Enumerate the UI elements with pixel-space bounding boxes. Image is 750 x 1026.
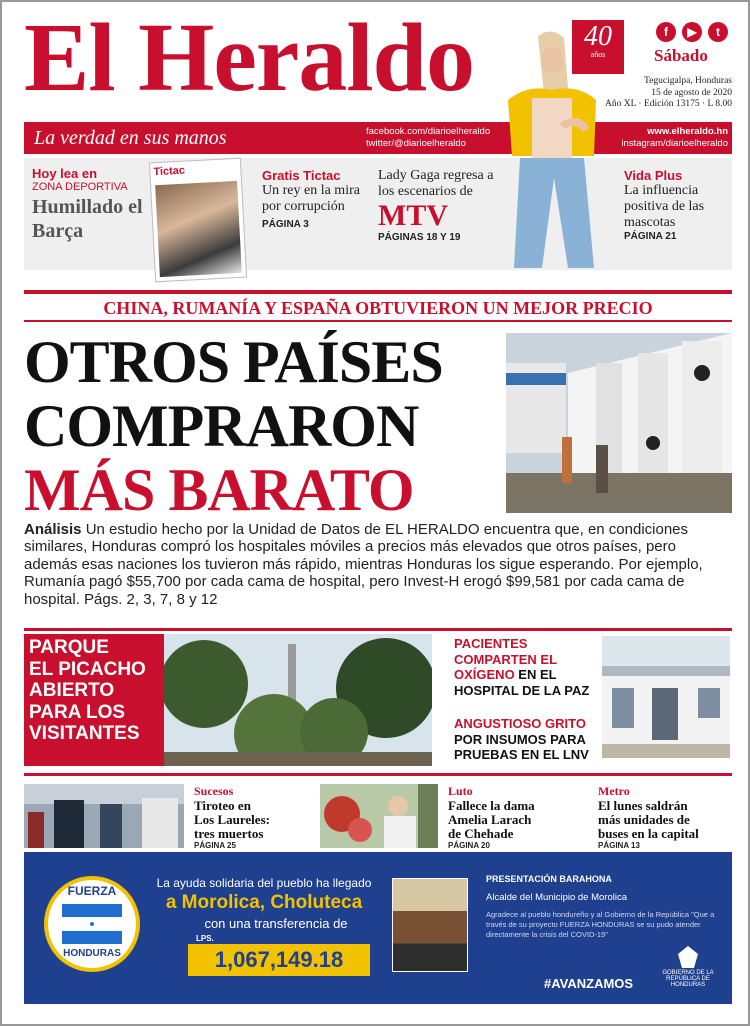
headline-line: El lunes saldrán — [598, 798, 688, 813]
teaser-kicker: Gratis Tictac — [262, 168, 341, 183]
section-label: Metro — [598, 784, 630, 798]
mobile-hospital-photo[interactable] — [506, 333, 732, 513]
section-label: Sucesos — [194, 784, 234, 798]
section-rule — [24, 320, 732, 322]
page-ref: PÁGINA 25 — [194, 841, 236, 850]
dateline-edition: Año XL · Edición 13175 · L 8.00 — [605, 99, 732, 109]
tictac-cover-image[interactable] — [149, 158, 247, 283]
headline-line: PARA LOS — [29, 701, 126, 723]
government-seal-icon — [678, 946, 698, 968]
lead-analysis-paragraph — [24, 521, 724, 608]
anniversary-number: 40 — [584, 21, 612, 52]
analysis-text: Un estudio hecho por la Unidad de Datos de EL HERALDO encuentra que, en condiciones similares, Honduras compró los hospitales móviles a precios más elevados que otros países, pero además esas naciones los tuvieron más rápido, mientras Honduras los sigue esperando. Por ejemplo, Rumanía pagó $55,700 por cada cama de hospital, pero Invest-H erogó $99,581 por cada cama de hospital. Págs. 2, 3, 7, 8 y 12 — [24, 521, 703, 608]
headline-line: más unidades de — [598, 812, 690, 827]
parque-picacho-photo[interactable] — [164, 634, 432, 766]
ad-amount: 1,067,149.18 — [188, 944, 370, 976]
ad-currency: LPS. — [196, 934, 214, 943]
ad-thanks-text: Agradece al pueblo hondureño y al Gobierno de la República "Que a través de su proyecto FUERZA HONDURAS se su pudo atender directamente la crisis del COVID-19" — [486, 910, 715, 939]
dateline-city: Tegucigalpa, Honduras — [644, 76, 732, 86]
headline-line: buses en la capital — [598, 826, 699, 841]
youtube-icon[interactable]: ▶ — [682, 22, 702, 42]
honduras-flag-icon — [62, 904, 122, 944]
website-link[interactable]: www.elheraldo.hn — [647, 126, 728, 137]
headline-line: Amelia Larach — [448, 812, 532, 827]
headline-line: VISITANTES — [29, 723, 140, 745]
section-rule — [24, 773, 732, 776]
mayor-portrait — [392, 878, 468, 972]
section-label: Luto — [448, 784, 473, 798]
teaser-body: La influencia positiva de las mascotas — [624, 183, 705, 230]
teaser-page: PÁGINA 3 — [262, 219, 309, 230]
lead-kicker[interactable]: CHINA, RUMANÍA Y ESPAÑA OBTUVIERON UN MEJOR PRECIO — [103, 298, 653, 318]
ad-presentation: PRESENTACIÓN BARAHONA — [486, 874, 612, 884]
sucesos-photo[interactable] — [24, 784, 184, 848]
headline-line: Tiroteo en — [194, 798, 251, 813]
headline-line: Los Laureles: — [194, 812, 270, 827]
fuerza-honduras-badge — [44, 876, 140, 972]
headline-line: COMPARTEN EL — [454, 651, 558, 667]
teaser-vida-plus[interactable] — [624, 168, 728, 242]
story-luto[interactable] — [448, 784, 578, 850]
teaser-kicker: Hoy lea en — [32, 166, 98, 181]
headline-line: PACIENTES — [454, 636, 528, 651]
teaser-mtv[interactable] — [378, 168, 498, 243]
badge-bottom-text: HONDURAS — [63, 948, 121, 959]
facebook-icon[interactable]: f — [656, 22, 676, 42]
headline-line: Fallece la dama — [448, 798, 535, 813]
hospital-la-paz-photo[interactable] — [602, 636, 730, 758]
angustioso-grito-headline[interactable] — [454, 716, 598, 763]
section-rule — [24, 628, 732, 631]
teaser-body: Un rey en la mira por corrupción — [262, 183, 360, 214]
weekday: Sábado — [654, 46, 708, 65]
tictac-cover-title: Tictac — [153, 164, 186, 179]
twitter-handle[interactable]: twitter/@diarioelheraldo — [366, 138, 466, 149]
instagram-handle[interactable]: instagram/diarioelheraldo — [621, 138, 728, 149]
facebook-handle[interactable]: facebook.com/diarioelheraldo — [366, 126, 491, 137]
government-seal-text: GOBIERNO DE LA REPÚBLICA DE HONDURAS — [662, 970, 714, 988]
teaser-section: ZONA DEPORTIVA — [32, 181, 128, 193]
headline-line: de Chehade — [448, 826, 514, 841]
lead-headline-line3[interactable]: MÁS BARATO — [24, 457, 414, 523]
page-ref: PÁGINA 13 — [598, 841, 640, 850]
ad-mayor-title: Alcalde del Municipio de Morolica — [486, 892, 627, 903]
dateline-date: 15 de agosto de 2020 — [651, 87, 732, 98]
story-metro[interactable] — [598, 784, 730, 850]
luto-photo[interactable] — [320, 784, 438, 848]
twitter-icon[interactable]: t — [708, 22, 728, 42]
teaser-kicker: Vida Plus — [624, 168, 683, 183]
page-ref: PÁGINA 20 — [448, 841, 490, 850]
headline-line: HOSPITAL DE LA PAZ — [454, 682, 590, 698]
headline-line: PARQUE — [29, 637, 109, 658]
ad-line2: a Morolica, Choluteca — [165, 892, 363, 913]
teaser-zona-deportiva[interactable] — [32, 166, 150, 243]
social-handles — [366, 126, 490, 150]
headline-line: EL PICACHO — [29, 658, 146, 680]
headline-line: PRUEBAS EN EL LNV — [454, 747, 589, 762]
badge-top-text: FUERZA — [67, 884, 117, 898]
ad-line1: La ayuda solidaria del pueblo ha llegado — [156, 876, 372, 890]
headline-line: POR INSUMOS PARA — [454, 731, 586, 747]
lead-headline-line2[interactable]: COMPRARON — [24, 393, 419, 459]
teaser-headline: Humillado el Barça — [32, 196, 143, 242]
story-sucesos[interactable] — [194, 784, 304, 850]
tictac-cover-photo — [155, 181, 242, 277]
lead-headline-line1[interactable]: OTROS PAÍSES — [24, 329, 443, 395]
dateline — [596, 76, 732, 111]
headline-line: ABIERTO — [29, 680, 115, 702]
ad-line3: con una transferencia de — [204, 916, 348, 931]
analysis-label: Análisis — [24, 521, 82, 538]
anniversary-word: años — [590, 50, 606, 59]
section-rule — [24, 290, 732, 294]
teaser-page: PÁGINA 21 — [624, 231, 677, 242]
teaser-tictac[interactable] — [262, 168, 362, 230]
government-seal — [656, 946, 720, 988]
pacientes-oxigeno-headline[interactable] — [454, 636, 598, 698]
parque-picacho-headline[interactable] — [24, 634, 164, 766]
avanzamos-hashtag: #AVANZAMOS — [544, 976, 634, 991]
newspaper-logo[interactable]: El Heraldo — [24, 4, 475, 112]
teaser-page: PÁGINAS 18 Y 19 — [378, 232, 461, 243]
headline-line: ANGUSTIOSO GRITO — [454, 716, 586, 731]
headline-line: tres muertos — [194, 826, 264, 841]
teaser-body: Lady Gaga regresa a los escenarios de — [378, 168, 494, 199]
teaser-big-word: MTV — [378, 199, 448, 232]
headline-line — [454, 667, 598, 683]
headline-word: OXÍGENO — [454, 667, 515, 682]
lady-gaga-photo[interactable] — [498, 28, 606, 270]
tagline: La verdad en sus manos — [34, 127, 227, 149]
web-handles — [604, 126, 728, 150]
headline-word: EN EL — [514, 667, 557, 682]
